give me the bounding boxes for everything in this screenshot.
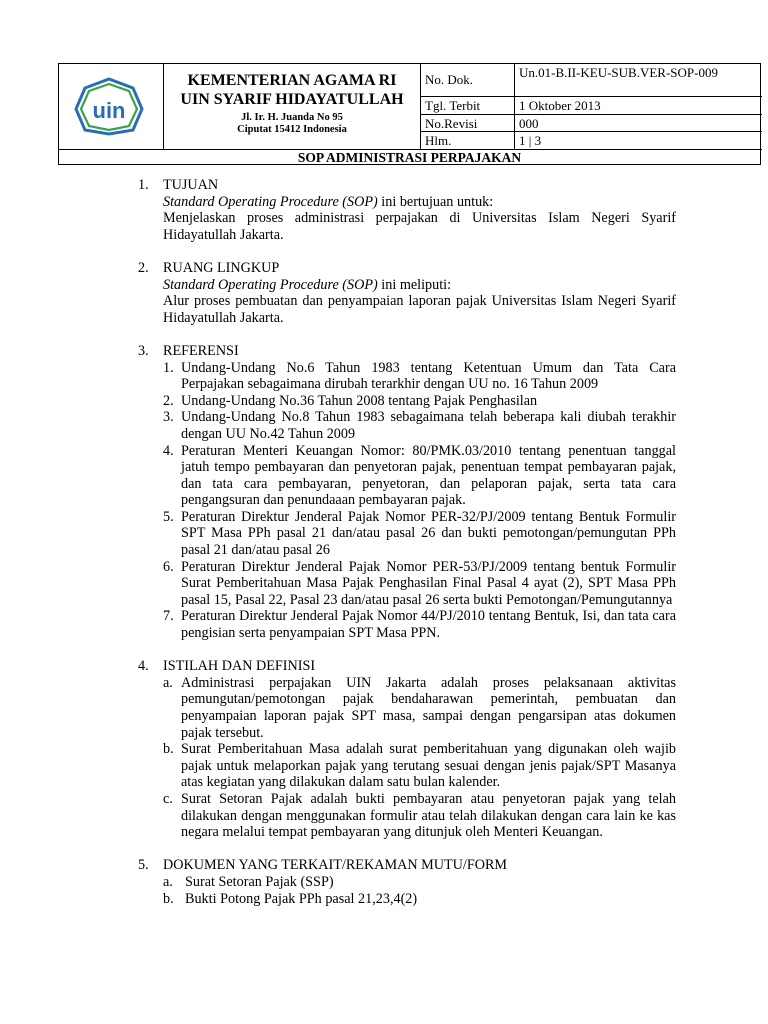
section-tujuan: [138, 177, 676, 243]
item-number: 1.: [163, 359, 174, 376]
section-number: 5.: [138, 857, 149, 874]
item-text: Surat Setoran Pajak (SSP): [185, 873, 334, 890]
section-ruang-lingkup: [138, 260, 676, 326]
intro-italic: Standard Operating Procedure (SOP): [163, 276, 378, 293]
item-text: Bukti Potong Pajak PPh pasal 21,23,4(2): [185, 890, 418, 907]
section-title: RUANG LINGKUP: [163, 259, 280, 276]
item-text: Peraturan Menteri Keuangan Nomor: 80/PMK.03/2010 tentang penentuan tanggal jatuh tempo pembayaran dan penyetoran pajak, penentuan tempat pembayaran pajak, dan tata cara pembayaran, penyetoran, dan pelaporan pajak, serta tata cara pengangsuran dan penundaaan pembayaran pajak.: [181, 442, 676, 509]
item-number: 4.: [163, 442, 174, 459]
intro-rest: ini meliputi:: [377, 276, 452, 293]
section-number: 3.: [138, 342, 149, 359]
meta-row-issue-date: [421, 97, 762, 115]
section-title: REFERENSI: [163, 342, 239, 359]
list-item: [163, 675, 676, 741]
section-text: Alur proses pembuatan dan penyampaian laporan pajak Universitas Islam Negeri Syarif Hidayatullah Jakarta.: [163, 293, 676, 326]
item-text: Administrasi perpajakan UIN Jakarta adalah proses pelaksanaan aktivitas pemungutan/pemotongan pajak bendaharawan pemerintah, pembuatan dan penyampaian laporan pajak SPT masa, sampai dengan pengarsipan atas dokumen pajak tersebut.: [181, 674, 676, 741]
section-title: ISTILAH DAN DEFINISI: [163, 658, 316, 675]
document-title: SOP ADMINISTRASI PERPAJAKAN: [297, 150, 522, 165]
document-list: [163, 874, 676, 907]
uin-logo-icon: [73, 76, 145, 136]
meta-key: Tgl. Terbit: [421, 97, 515, 114]
reference-list: [163, 360, 676, 642]
logo-cell: [59, 64, 164, 150]
intro-rest: ini bertujuan untuk:: [377, 193, 494, 210]
meta-key: No. Dok.: [421, 64, 515, 96]
list-item: [163, 409, 676, 442]
list-item: [163, 509, 676, 559]
meta-value: Un.01-B.II-KEU-SUB.VER-SOP-009: [519, 65, 718, 80]
section-number: 4.: [138, 658, 149, 675]
item-text: Undang-Undang No.36 Tahun 2008 tentang Pajak Penghasilan: [181, 392, 538, 409]
definition-list: [163, 675, 676, 841]
item-text: Surat Pemberitahuan Masa adalah surat pemberitahuan yang digunakan oleh wajib pajak untuk melaporkan pajak yang terutang sesuai dengan jenis pajak/SPT Masanya atas kegiatan yang dilakukan dalam satu bulan kalender.: [181, 741, 676, 791]
meta-value: 000: [519, 116, 539, 131]
section-number: 1.: [138, 177, 149, 193]
meta-row-doc-number: [421, 64, 762, 97]
institution-line1: KEMENTERIAN AGAMA RI: [187, 72, 397, 89]
document-header: [58, 63, 761, 165]
section-istilah: [138, 658, 676, 841]
item-number: 7.: [163, 608, 174, 625]
item-number: a.: [163, 873, 173, 890]
section-intro: [163, 277, 676, 294]
meta-key: No.Revisi: [421, 115, 515, 131]
institution-cell: [164, 64, 421, 150]
item-text: Peraturan Direktur Jenderal Pajak Nomor PER-32/PJ/2009 tentang Bentuk Formulir SPT Masa PPh pasal 21 dan/atau pasal 26 dan bukti pemotongan/pemungutan PPh pasal 21 dan/atau pasal 26: [181, 508, 676, 559]
section-referensi: [138, 343, 676, 642]
list-item: [163, 360, 676, 393]
item-text: Peraturan Direktur Jenderal Pajak Nomor PER-53/PJ/2009 tentang bentuk Formulir Surat Pemberitahuan Masa Pajak Penghasilan Final Pasal 4 ayat (2), SPT Masa PPh pasal 15, Pasal 22, Pasal 23 dan/atau pasal 26 serta bukti Pemotongan/Pemungutannya: [181, 558, 676, 608]
item-text: Surat Setoran Pajak adalah bukti pembayaran atau penyetoran pajak yang telah dilakukan dengan menggunakan formulir atau telah dilakukan dengan cara lain ke kas negara melalui tempat pembayaran yang ditunjuk oleh Menteri Keuangan.: [181, 790, 676, 841]
list-item: [163, 741, 676, 791]
item-number: a.: [163, 674, 173, 691]
meta-row-page: [421, 132, 762, 149]
meta-value: 1 | 3: [519, 133, 542, 148]
address-line2: Ciputat 15412 Indonesia: [237, 124, 347, 135]
item-number: 3.: [163, 409, 174, 426]
logo-text: uin: [92, 98, 126, 123]
item-text: Undang-Undang No.6 Tahun 1983 tentang Ketentuan Umum dan Tata Cara Perpajakan sebagaimana dirubah terarkhir dengan UU no. 16 Tahun 2009: [181, 359, 676, 393]
item-number: b.: [163, 890, 174, 907]
item-number: c.: [163, 790, 173, 807]
list-item: [163, 393, 676, 410]
list-item: [163, 443, 676, 509]
section-number: 2.: [138, 259, 149, 276]
section-intro: [163, 194, 676, 211]
item-number: 6.: [163, 558, 174, 575]
list-item: [163, 891, 676, 908]
item-text: Peraturan Direktur Jenderal Pajak Nomor 44/PJ/2010 tentang Bentuk, Isi, dan tata cara pengisian serta penyampaian SPT Masa PPN.: [181, 608, 676, 642]
section-title: DOKUMEN YANG TERKAIT/REKAMAN MUTU/FORM: [163, 857, 508, 874]
document-body: [138, 177, 676, 924]
item-text: Undang-Undang No.8 Tahun 1983 sebagaimana telah beberapa kali diubah terakhir dengan UU No.42 Tahun 2009: [181, 409, 676, 442]
section-text: Menjelaskan proses administrasi perpajakan di Universitas Islam Negeri Syarif Hidayatullah Jakarta.: [163, 210, 676, 243]
section-dokumen: [138, 857, 676, 907]
address-line1: Jl. Ir. H. Juanda No 95: [241, 112, 343, 123]
list-item: [163, 559, 676, 609]
list-item: [163, 791, 676, 841]
document-meta-table: [421, 64, 762, 150]
list-item: [163, 874, 676, 891]
section-title: TUJUAN: [163, 177, 219, 193]
item-number: 2.: [163, 392, 174, 409]
meta-value: 1 Oktober 2013: [519, 98, 601, 113]
meta-key: Hlm.: [421, 132, 515, 149]
item-number: b.: [163, 741, 174, 758]
item-number: 5.: [163, 508, 174, 525]
meta-row-revision: [421, 115, 762, 132]
institution-line2: UIN SYARIF HIDAYATULLAH: [180, 91, 404, 108]
list-item: [163, 608, 676, 641]
intro-italic: Standard Operating Procedure (SOP): [163, 193, 378, 210]
